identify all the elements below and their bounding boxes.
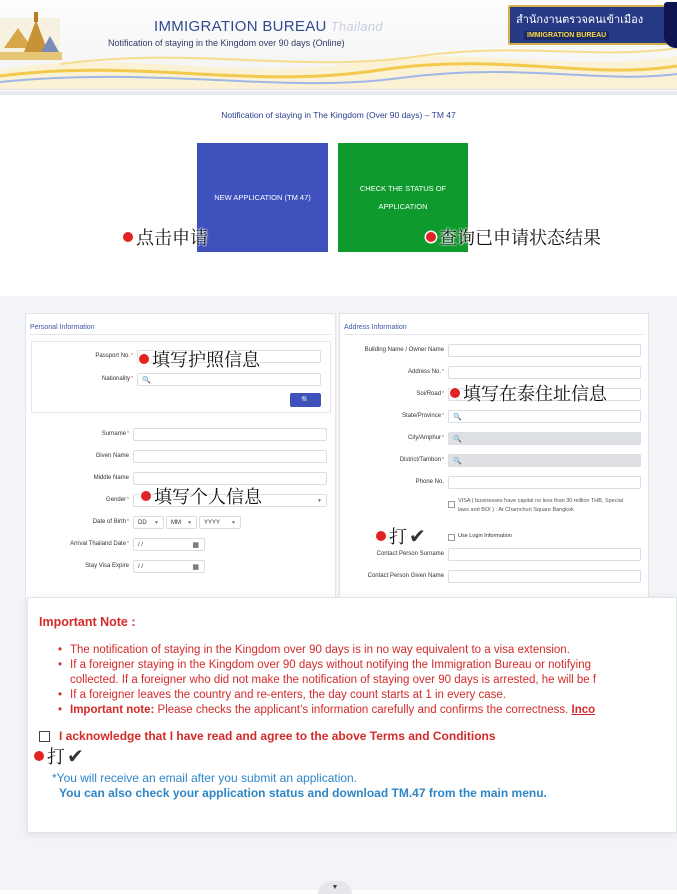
address-no-input[interactable] [448, 366, 641, 379]
annotation-personal: 填写个人信息 [141, 483, 262, 509]
personal-info-title: Personal Information [30, 324, 95, 331]
list-item-continuation: collected. If a foreigner who did not make the notification of staying over 90 days is arrested, he will be f [70, 674, 597, 686]
building-input[interactable] [448, 344, 641, 357]
annotation-check-status: 查询已申请状态结果 [426, 224, 601, 250]
phone-input[interactable] [448, 476, 641, 489]
soi-road-label: Soi/Road* [416, 391, 444, 397]
acknowledge-checkbox[interactable] [39, 731, 50, 742]
building-label: Building Name / Owner Name [364, 347, 444, 353]
annotation-apply: 点击申请 [123, 224, 208, 250]
visa-boi-note: VISA ( businesses have capital no less than 30 million THB, Special laws and BOI ) : At Chamchuri Square Bangkok [458, 498, 623, 513]
given-name-label: Given Name [95, 453, 129, 459]
new-application-label: NEW APPLICATION (TM 47) [214, 192, 311, 202]
district-label: District/Tambon* [399, 457, 444, 463]
list-item: • Important note: Please checks the applicant’s information carefully and confirms the correctness. Inco [58, 703, 677, 718]
contact-surname-label: Contact Person Surname [376, 551, 444, 557]
given-name-input[interactable] [133, 450, 327, 463]
important-note-list [58, 643, 677, 718]
calendar-icon[interactable]: ▦ [192, 563, 199, 571]
red-dot-icon [450, 388, 460, 398]
use-login-checkbox[interactable] [448, 534, 455, 541]
contact-given-input[interactable] [448, 570, 641, 583]
check-status-label: CHECK THE STATUS OF APPLICATION [359, 184, 447, 211]
passport-label: Passport No.* [95, 353, 133, 359]
chevron-down-icon: ▼ [187, 519, 192, 526]
red-dot-icon [139, 354, 149, 364]
dob-day-select[interactable]: DD ▼ [133, 516, 164, 529]
surname-label: Surname* [101, 431, 129, 437]
arrival-date-label: Arrival Thailand Date* [70, 541, 129, 547]
search-icon: 🔍 [453, 435, 462, 443]
red-dot-icon [376, 531, 386, 541]
search-icon: 🔍 [453, 413, 462, 421]
notification-title: Notification of staying in The Kingdom (Over 90 days) – TM 47 [221, 110, 456, 120]
district-input[interactable] [448, 454, 641, 467]
surname-input[interactable] [133, 428, 327, 441]
chevron-down-icon: ▼ [154, 519, 159, 526]
use-login-label: Use Login Information [458, 533, 512, 539]
logo-thai-text: สำนักงานตรวจคนเข้าเมือง [516, 13, 644, 26]
visa-expire-input[interactable]: / / ▦ [133, 560, 205, 573]
red-dot-icon [34, 751, 44, 761]
dob-year-select[interactable]: YYYY ▼ [199, 516, 241, 529]
header-banner [0, 0, 677, 90]
search-icon: 🔍 [453, 457, 462, 465]
chevron-down-icon: ▼ [331, 884, 339, 891]
police-badge [664, 2, 677, 48]
list-item: • If a foreigner staying in the Kingdom over 90 days without notifying the Immigration Bureau or notifying [58, 658, 677, 673]
address-info-title: Address Information [344, 324, 407, 331]
chevron-down-icon: ▼ [231, 519, 236, 526]
annotation-passport: 填写护照信息 [139, 346, 260, 372]
province-label: State/Province* [402, 413, 444, 419]
list-item: • If a foreigner leaves the country and re-enters, the day count starts at 1 in every case. [58, 688, 677, 703]
scroll-down-button[interactable] [318, 881, 352, 894]
new-application-button[interactable] [197, 143, 328, 252]
search-icon: 🔍 [301, 397, 310, 404]
header-divider [0, 91, 677, 95]
contact-surname-input[interactable] [448, 548, 641, 561]
red-dot-icon [123, 232, 133, 242]
middle-name-label: Middle Name [93, 475, 129, 481]
email-note: *You will receive an email after you submit an application. You can also check your application status and download TM.47 from the main menu. [52, 771, 547, 800]
header-subtitle: Notification of staying in the Kingdom over 90 days (Online) [108, 38, 345, 48]
arrival-date-input[interactable]: / / ▦ [133, 538, 205, 551]
bureau-logo [508, 5, 668, 45]
address-no-label: Address No.* [408, 369, 444, 375]
divider [344, 334, 644, 335]
gender-label: Gender* [106, 497, 129, 503]
important-note-title: Important Note : [39, 615, 136, 629]
annotation-tick-login: 打 ✔ [376, 523, 426, 549]
red-dot-icon [141, 491, 151, 501]
visa-boi-checkbox[interactable] [448, 501, 455, 508]
nationality-label: Nationality* [102, 376, 133, 382]
city-input[interactable] [448, 432, 641, 445]
acknowledge-label: I acknowledge that I have read and agree to the above Terms and Conditions [59, 729, 496, 743]
chevron-down-icon: ▼ [317, 497, 322, 504]
search-icon: 🔍 [142, 376, 151, 384]
calendar-icon[interactable]: ▦ [192, 541, 199, 549]
passport-search-button[interactable] [290, 393, 321, 407]
province-input[interactable] [448, 410, 641, 423]
nationality-input[interactable] [137, 373, 321, 386]
phone-label: Phone No. [415, 479, 444, 485]
dob-label: Date of Birth* [92, 519, 129, 525]
important-note-dialog [27, 597, 677, 833]
header-title: IMMIGRATION BUREAU Thailand [154, 18, 383, 35]
annotation-address: 填写在泰住址信息 [450, 380, 607, 406]
contact-given-label: Contact Person Given Name [367, 573, 444, 579]
visa-expire-label: Stay Visa Expire [85, 563, 129, 569]
logo-english-text: IMMIGRATION BUREAU [524, 31, 609, 40]
red-dot-icon [426, 232, 436, 242]
checkmark-icon: ✔ [67, 744, 84, 768]
checkmark-icon: ✔ [409, 524, 426, 548]
city-label: City/Amphur* [408, 435, 444, 441]
list-item: • The notification of staying in the Kingdom over 90 days is in no way equivalent to a visa extension. [58, 643, 677, 658]
annotation-tick-acknowledge: 打 ✔ [34, 743, 84, 769]
dob-month-select[interactable]: MM ▼ [166, 516, 197, 529]
divider [30, 334, 332, 335]
